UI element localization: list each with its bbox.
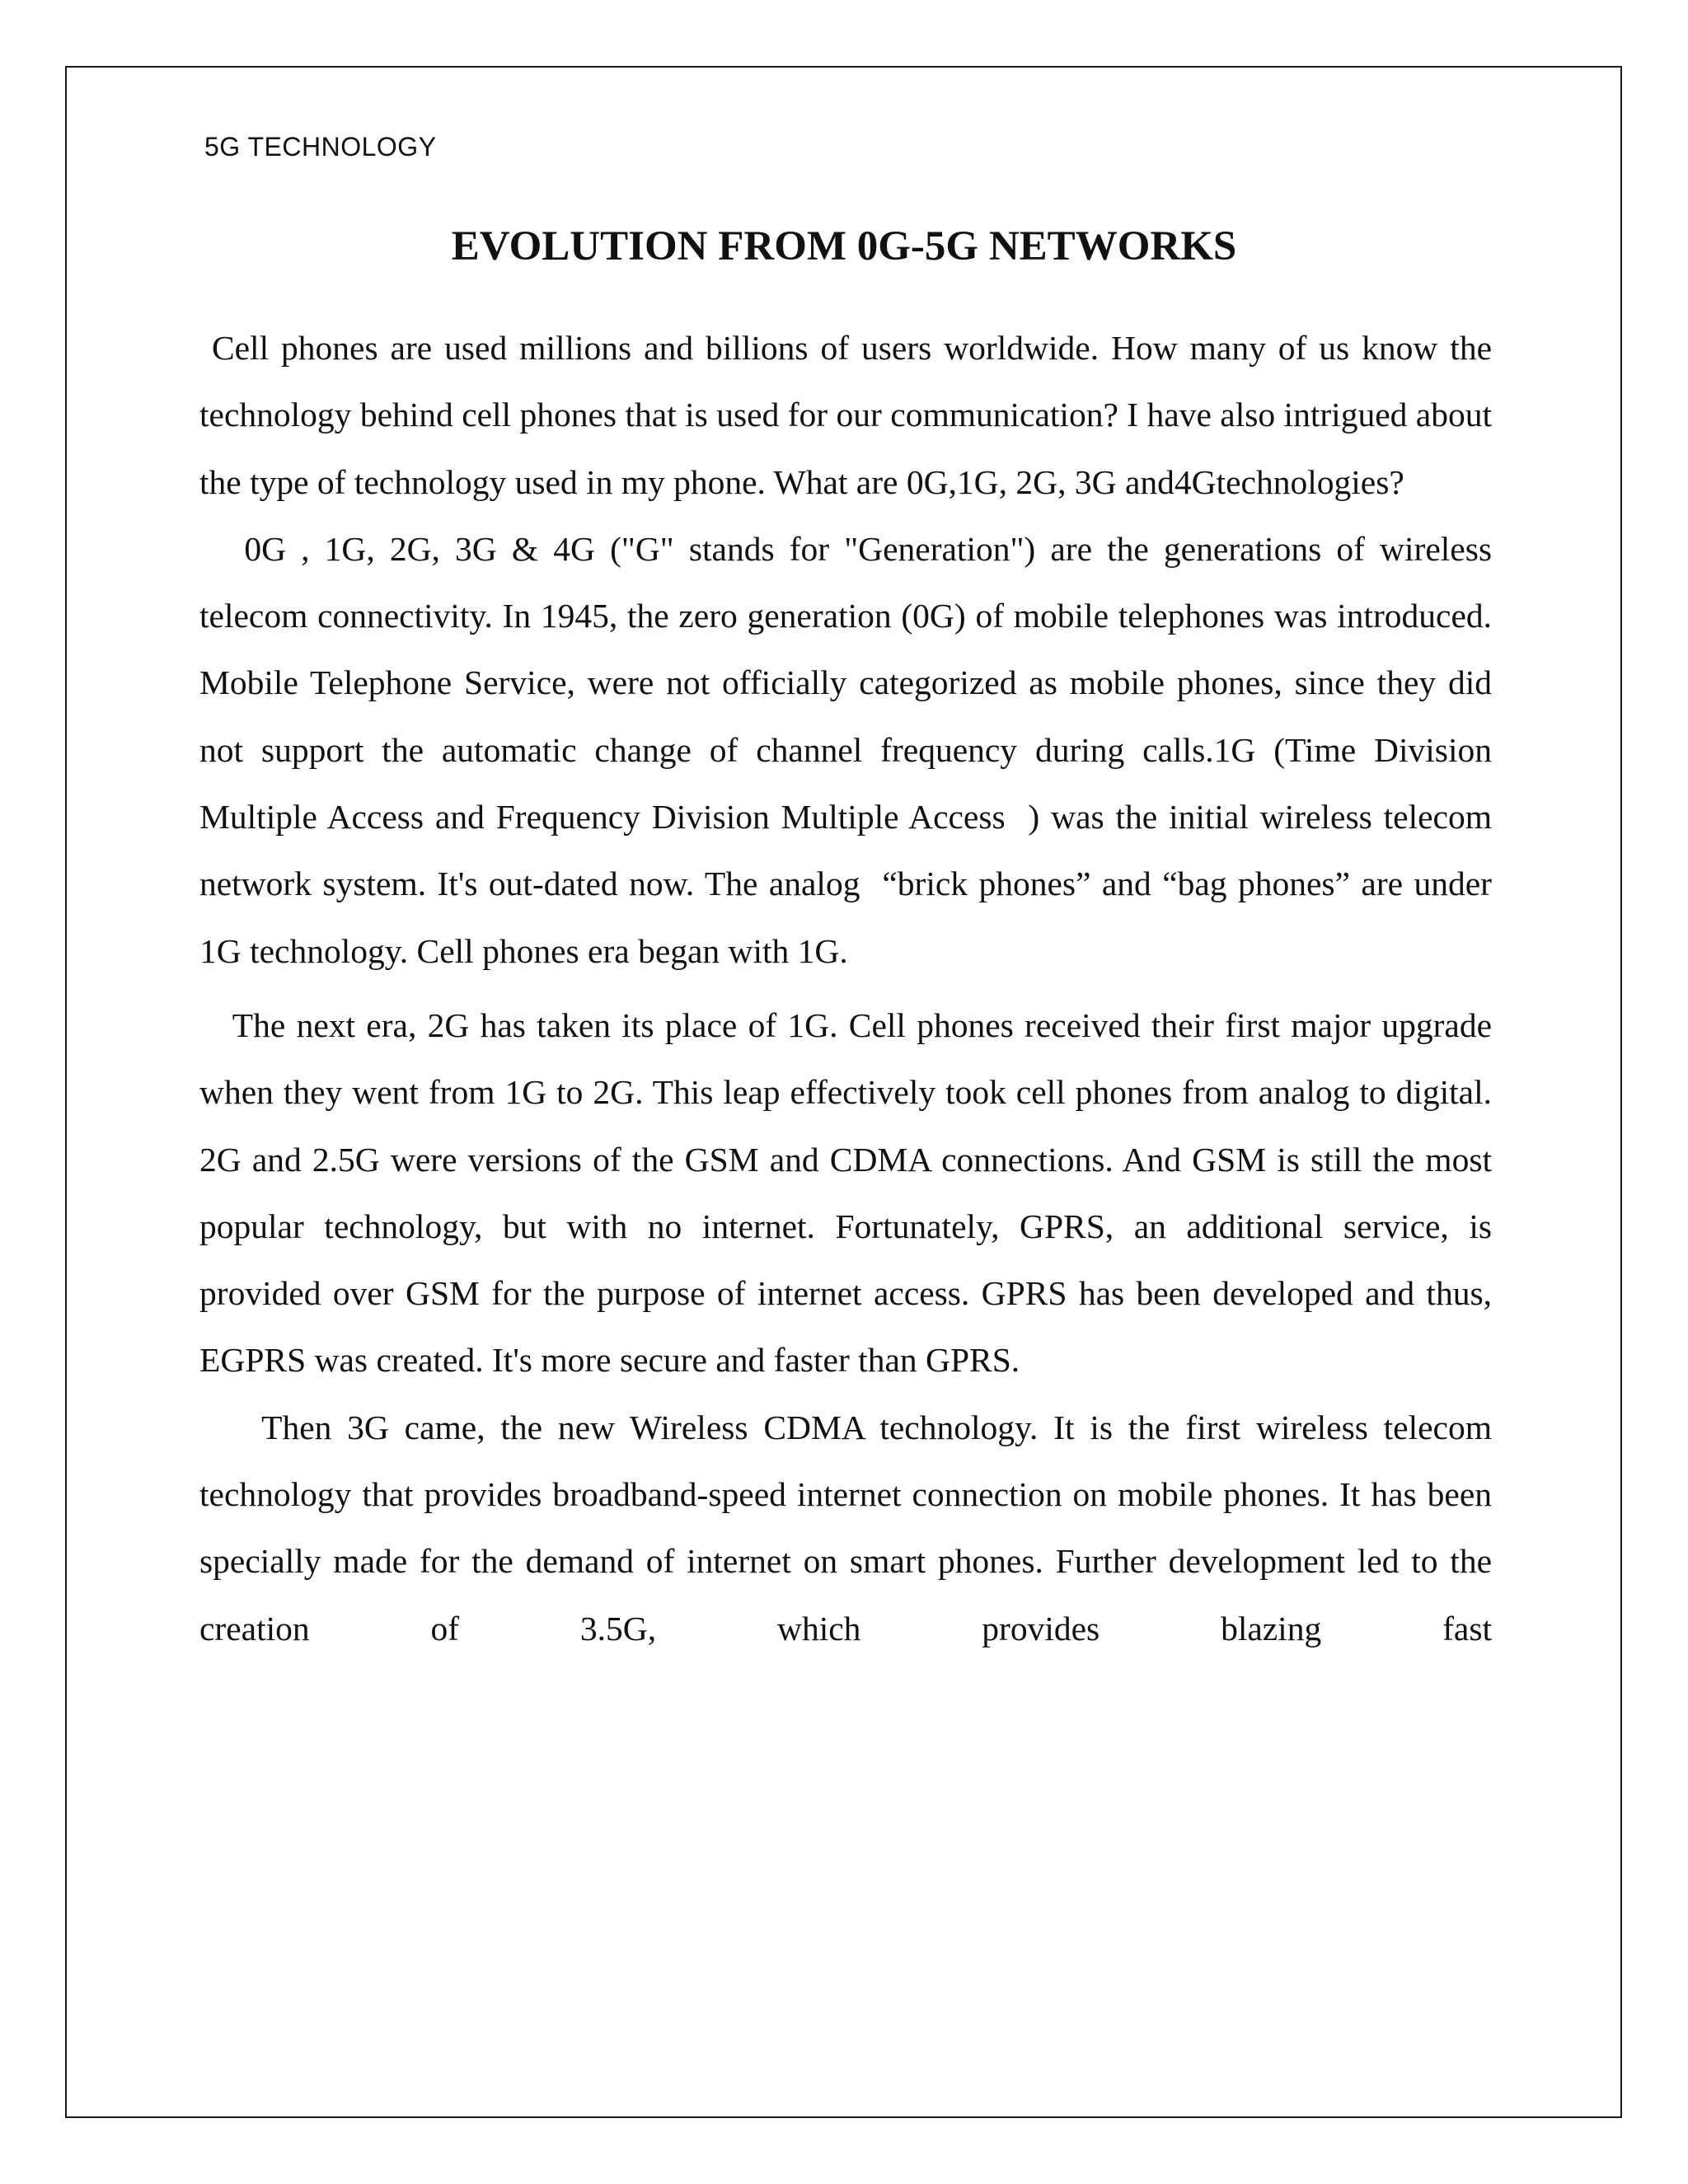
paragraph-2g: The next era, 2G has taken its place of 1G. Cell phones received their first major upgrade when they went from 1G to 2G. This leap effectively took cell phones from analog to digital. 2G and 2.5G were versions of the GSM and CDMA connections. And GSM is still the most popular technology, but with no internet. Fortunately, GPRS, an additional service, is provided over GSM for the purpose of internet access. GPRS has been developed and thus, EGPRS was created. It's more secure and faster than GPRS.: [199, 1005, 1492, 1380]
paragraph-intro: Cell phones are used millions and billions of users worldwide. How many of us know the technology behind cell phones that is used for our communication? I have also intrigued about the type of technology used in my phone. What are 0G,1G, 2G, 3G and4Gtechnologies?: [199, 329, 1492, 501]
paragraph-generations: 0G , 1G, 2G, 3G & 4G ("G" stands for "Generation") are the generations of wireless telecom connectivity. In 1945, the zero generation (0G) of mobile telephones was introduced. Mobile Telephone Service, were not officially categorized as mobile phones, since they did not support the automatic change of channel frequency during calls.1G (Time Division Multiple Access and Frequency Division Multiple Access ) was the initial wireless telecom network system. It's out-dated now. The analog “brick phones” and “bag phones” are under 1G technology. Cell phones era began with 1G.: [199, 529, 1492, 970]
running-header: 5G TECHNOLOGY: [204, 132, 437, 162]
document-body: [199, 315, 1492, 1662]
paragraph-3g: Then 3G came, the new Wireless CDMA technology. It is the first wireless telecom technology that provides broadband-speed internet connection on mobile phones. It has been specially made for the demand of internet on smart phones. Further development led to the creation of 3.5G, which provides blazing fast: [199, 1408, 1492, 1647]
document-title: EVOLUTION FROM 0G-5G NETWORKS: [451, 223, 1237, 269]
